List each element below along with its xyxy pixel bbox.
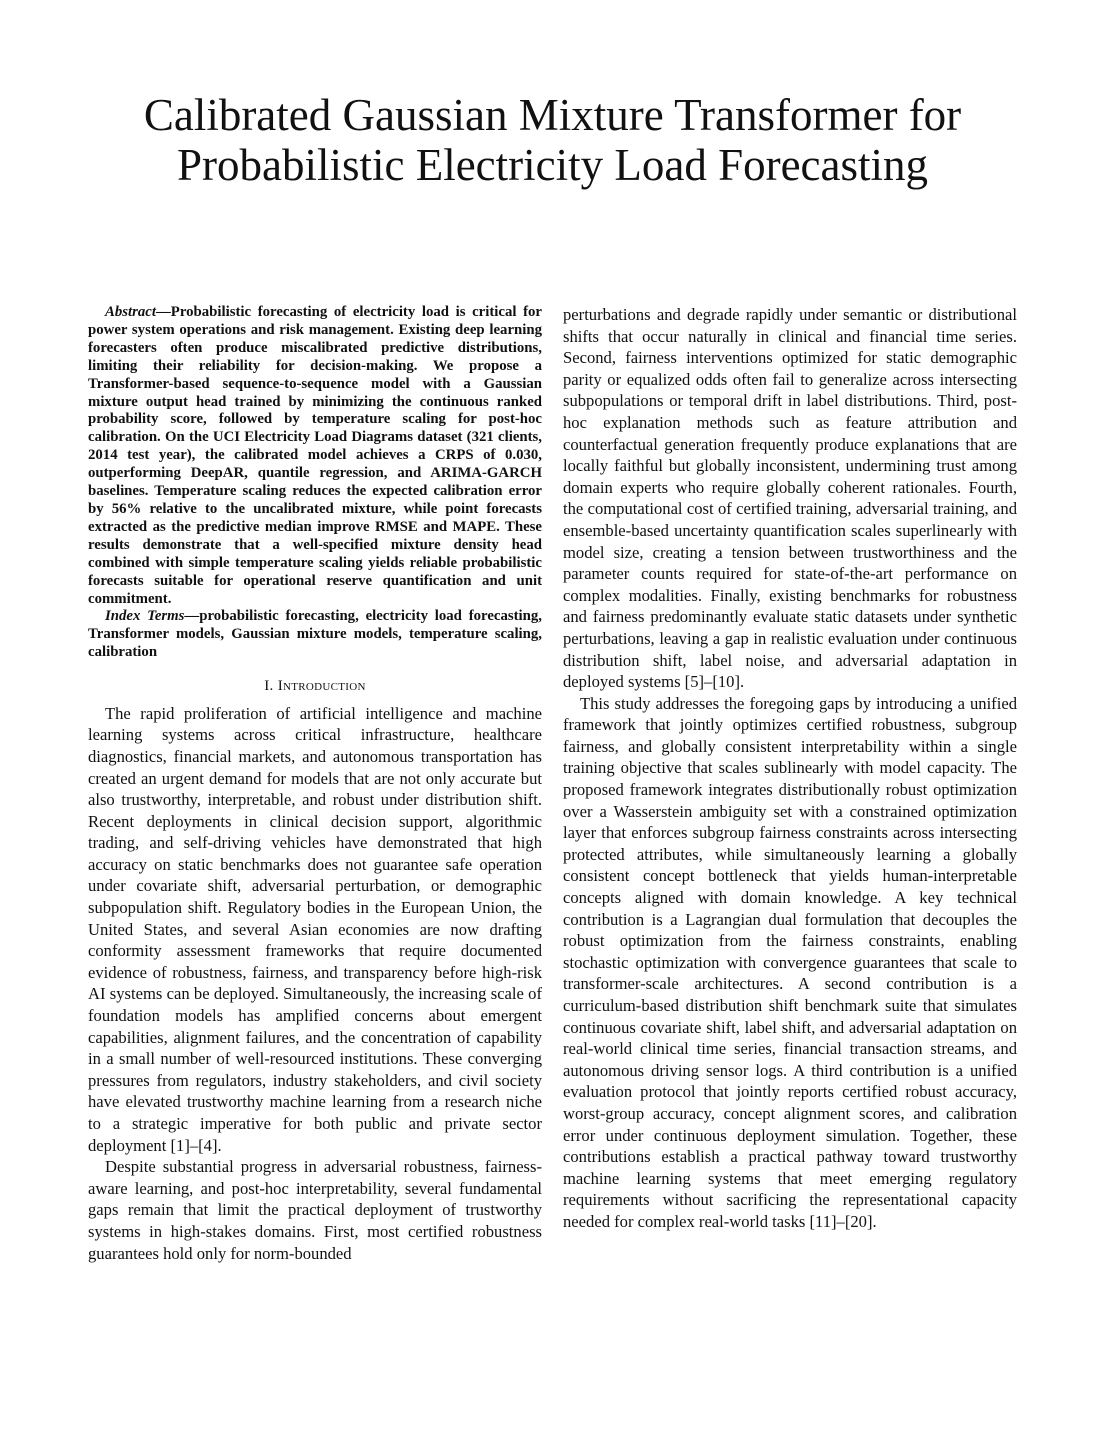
paper-title (0, 90, 1105, 190)
title-line-2: Probabilistic Electricity Load Forecasting (176, 140, 929, 190)
title-line-1: Calibrated Gaussian Mixture Transformer for (143, 90, 962, 140)
intro-paragraph-2-continued: perturbations and degrade rapidly under semantic or distributional shifts that occur naturally in clinical and financial time series. Second, fairness interventions optimized for static demographic parity or equalized odds often fail to generalize across intersecting subpopulations or temporal drift in label distributions. Third, post-hoc explanation methods such as feature attribution and counterfactual generation frequently produce explanations that are locally faithful but globally inconsistent, undermining trust among domain experts who require globally coherent rationales. Fourth, the computational cost of certified training, adversarial training, and ensemble-based uncertainty quantification scales superlinearly with model size, creating a tension between trustworthiness and the parameter counts required for state-of-the-art performance on complex modalities. Finally, existing benchmarks for robustness and fairness predominantly evaluate static datasets under synthetic perturbations, leaving a gap in realistic evaluation under continuous distribution shift, label noise, and adversarial adaptation in deployed systems [5]–[10]. (563, 305, 1017, 692)
intro-paragraph-1: The rapid proliferation of artificial intelligence and machine learning systems across critical infrastructure, healthcare diagnostics, financial markets, and autonomous transportation has created an urgent demand for models that are not only accurate but also trustworthy, interpretable, and robust under distribution shift. Recent deployments in clinical decision support, algorithmic trading, and self-driving vehicles have demonstrated that high accuracy on static benchmarks does not guarantee safe operation under covariate shift, adversarial perturbation, or demographic subpopulation shift. Regulatory bodies in the European Union, the United States, and several Asian economies are now drafting conformity assessment frameworks that require documented evidence of robustness, fairness, and transparency before high-risk AI systems can be deployed. Simultaneously, the increasing scale of foundation models has amplified concerns about emergent capabilities, alignment failures, and the concentration of capability in a small number of well-resourced institutions. These converging pressures from regulators, industry stakeholders, and civil society have elevated trustworthy machine learning from a research niche to a strategic imperative for both public and private sector deployment [1]–[4]. (88, 703, 542, 1155)
index-terms (88, 608, 542, 662)
index-terms-text: —probabilistic forecasting, electricity load forecasting, Transformer models, Gaussian mixture models, temperature scaling, calibration (88, 608, 542, 661)
index-terms-label: Index Terms (105, 608, 185, 625)
right-column (563, 304, 1017, 1233)
left-column (88, 304, 542, 1264)
abstract-label: Abstract (105, 304, 156, 320)
section-number: I. (264, 678, 274, 695)
section-title: Introduction (277, 678, 366, 695)
intro-paragraph-3: This study addresses the foregoing gaps by introducing a unified framework that jointly optimizes certified robustness, subgroup fairness, and globally consistent interpretability within a single training objective that scales sublinearly with model capacity. The proposed framework integrates distributionally robust optimization over a Wasserstein ambiguity set with a constrained optimization layer that enforces subgroup fairness constraints across intersecting protected attributes, while simultaneously learning a globally consistent concept bottleneck that yields human-interpretable concepts aligned with domain knowledge. A key technical contribution is a Lagrangian dual formulation that decouples the robust optimization from the fairness constraints, enabling stochastic optimization with convergence guarantees that scale to transformer-scale architectures. A second contribution is a curriculum-based distribution shift benchmark suite that simulates continuous covariate shift, label shift, and adversarial adaptation on real-world clinical time series, financial transaction streams, and autonomous driving sensor logs. A third contribution is a unified evaluation protocol that jointly reports certified robust accuracy, worst-group accuracy, concept alignment scores, and calibration error under continuous deployment simulation. Together, these contributions establish a practical pathway toward trustworthy machine learning systems that meet emerging regulatory requirements without sacrificing the representational capacity needed for complex real-world tasks [11]–[20]. (563, 693, 1017, 1231)
section-heading-introduction (88, 676, 542, 698)
abstract (88, 304, 542, 608)
intro-paragraph-2-start: Despite substantial progress in adversarial robustness, fairness-aware learning, and post-hoc interpretability, several fundamental gaps remain that limit the practical deployment of trustworthy systems in high-stakes domains. First, most certified robustness guarantees hold only for norm-bounded (88, 1157, 542, 1263)
abstract-text: —Probabilistic forecasting of electricity load is critical for power system operations and risk management. Existing deep learning forecasters often produce miscalibrated predictive distributions, limiting their reliability for decision-making. We propose a Transformer-based sequence-to-sequence model with a Gaussian mixture output head trained by minimizing the continuous ranked probability score, followed by temperature scaling for post-hoc calibration. On the UCI Electricity Load Diagrams dataset (321 clients, 2014 test year), the calibrated model achieves a CRPS of 0.030, outperforming DeepAR, quantile regression, and ARIMA-GARCH baselines. Temperature scaling reduces the expected calibration error by 56% relative to the uncalibrated mixture, while point forecasts extracted as the predictive median improve RMSE and MAPE. These results demonstrate that a well-specified mixture density head combined with simple temperature scaling yields reliable probabilistic forecasts suitable for operational reserve quantification and unit commitment. (88, 304, 542, 607)
